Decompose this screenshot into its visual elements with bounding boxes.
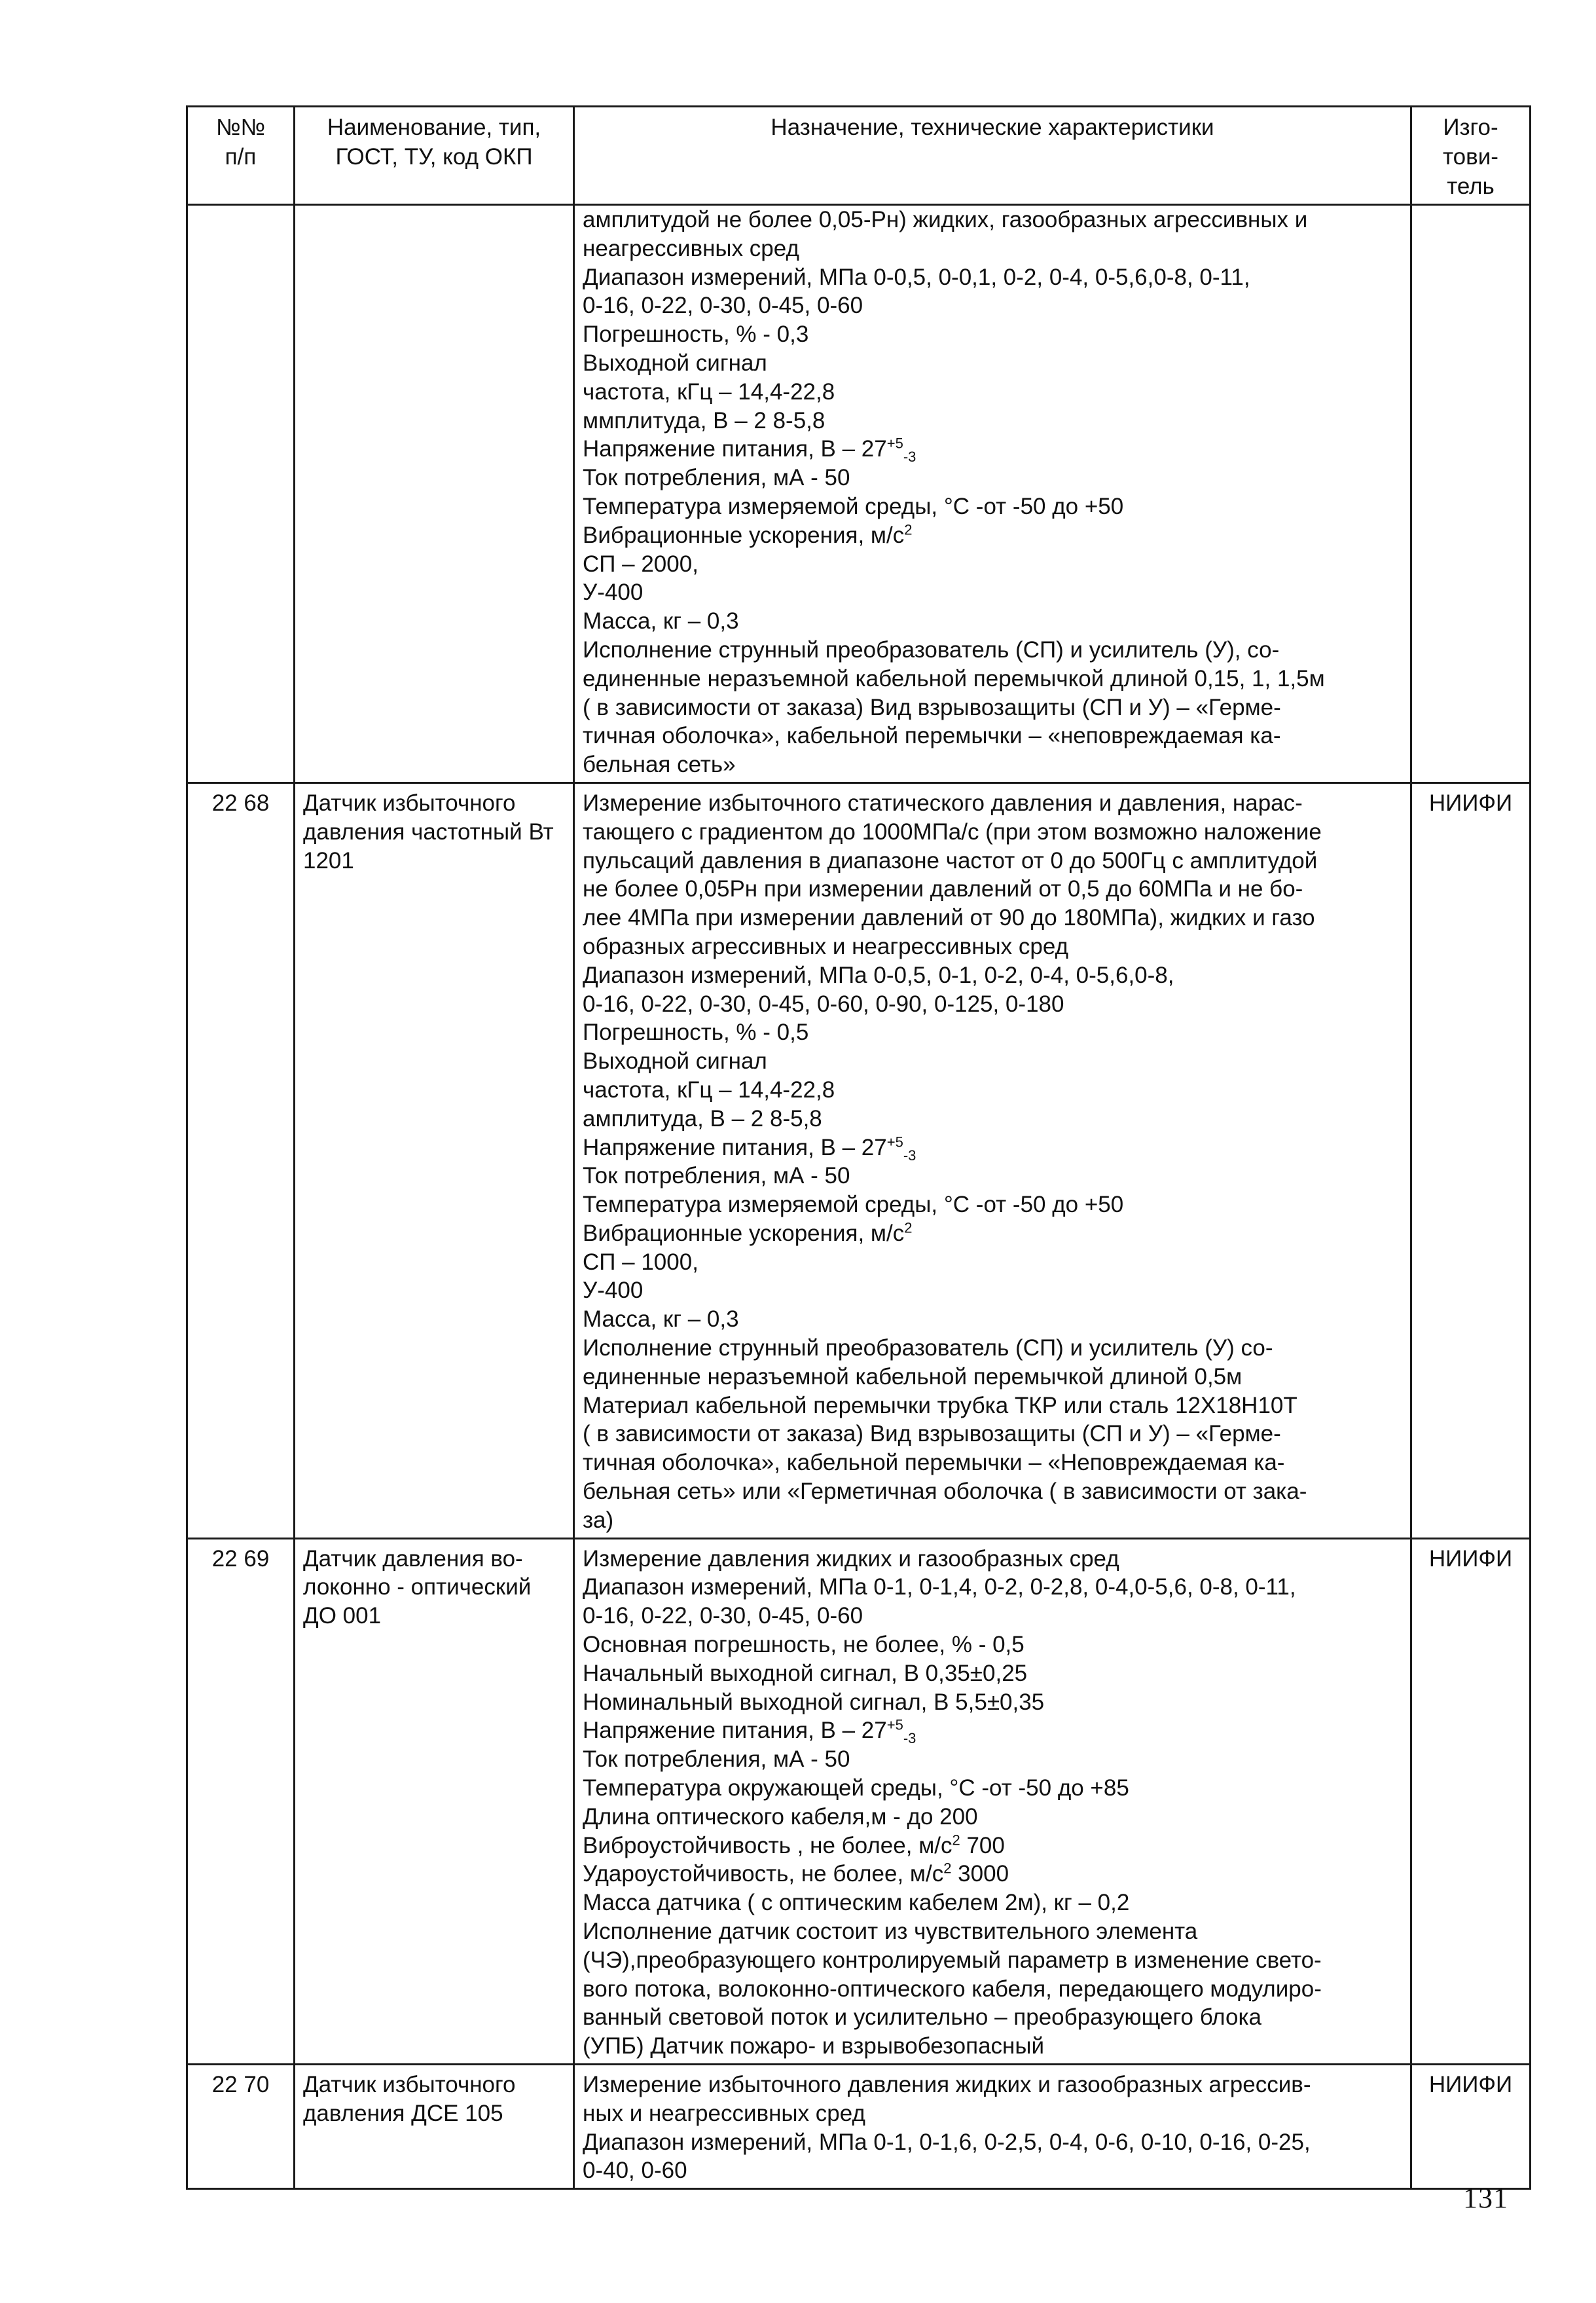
spec-line: Вибрационные ускорения, $м/с^2$ [583,1219,913,1246]
row-purpose [574,1538,1411,2064]
spec-line: тичная оболочка», кабельной перемычки – «Неповреждаемая ка- [583,1450,1285,1476]
spec-line: за) [583,1507,614,1533]
row-maker: НИИФИ [1411,2065,1531,2189]
spec-line: Выходной сигнал [583,350,767,376]
row-lines [583,2071,1402,2185]
header-number-text: №№ п/п [215,115,266,170]
table-row [187,1538,1531,2064]
spec-line: Вибрационные ускорения, $м/с^2$ [583,521,913,548]
spec-line: Длина оптического кабеля,м - до 200 [583,1803,978,1830]
table-row [187,2065,1531,2189]
spec-line: Ток потребления, мА - 50 [583,465,850,491]
header-name: Наименование, тип, ГОСТ, ТУ, код ОКП [295,107,574,205]
spec-line: не более 0,05Рн при измерении давлений от 0,5 до 60МПа и не бо- [583,876,1303,902]
spec-line: образных агрессивных и неагрессивных сред [583,933,1068,959]
sensor-spec-table [186,105,1531,2190]
row-purpose [574,783,1411,1538]
spec-line: Диапазон измерений, МПа 0-1, 0-1,6, 0-2,5, 0-4, 0-6, 0-10, 0-16, 0-25, [583,2129,1311,2155]
row-name: Датчик избыточного давления ДСЕ 105 [295,2065,574,2189]
row-number: 22 69 [187,1538,295,2064]
spec-line: Масса датчика ( с оптическим кабелем 2м), кг – 0,2 [583,1890,1130,1916]
row-number: 22 70 [187,2065,295,2189]
spec-line: Ток потребления, мА - 50 [583,1746,850,1773]
table-header-row [187,107,1531,205]
row-maker: НИИФИ [1411,783,1531,1538]
spec-line: частота, кГц – 14,4-22,8 [583,1077,835,1103]
spec-line: Исполнение датчик состоит из чувствительного элемента [583,1919,1198,1945]
spec-line: Начальный выходной сигнал, В 0,35±0,25 [583,1660,1028,1686]
row-maker: НИИФИ [1411,1538,1531,2064]
spec-line: ных и неагрессивных сред [583,2100,865,2126]
cell-maker [1411,205,1531,783]
table-row [187,783,1531,1538]
spec-line: Масса, кг – 0,3 [583,608,739,635]
spec-line: ( в зависимости от заказа) Вид взрывозащиты (СП и У) – «Герме- [583,1421,1281,1447]
cell-purpose [574,205,1411,783]
spec-line: вого потока, волоконно-оптического кабеля, передающего модулиро- [583,1976,1322,2002]
header-maker [1411,107,1531,205]
spec-line: пульсаций давления в диапазоне частот от 0 до 500Гц с амплитудой [583,847,1318,874]
spec-line: ( в зависимости от заказа) Вид взрывозащиты (СП и У) – «Герме- [583,694,1281,720]
header-maker-text: Изго- тови- тель [1443,115,1498,199]
row-purpose [574,2065,1411,2189]
spec-line: У-400 [583,580,644,606]
spec-line: Исполнение струнный преобразователь (СП) и усилитель (У), со- [583,636,1280,663]
spec-line: Измерение избыточного статического давления и давления, нарас- [583,790,1303,816]
spec-line: единенные неразъемной кабельной перемычкой длиной 0,5м [583,1363,1242,1390]
cell-name [295,205,574,783]
table-row-continuation [187,205,1531,783]
spec-line: ммплитуда, В – 2 8-5,8 [583,407,825,433]
spec-line: амплитуда, В – 2 8-5,8 [583,1105,822,1132]
spec-line: Диапазон измерений, МПа 0-0,5, 0-0,1, 0-2, 0-4, 0-5,6,0-8, 0-11, [583,264,1250,290]
spec-line: 0-16, 0-22, 0-30, 0-45, 0-60 [583,293,863,319]
spec-line: неагрессивных сред [583,235,799,261]
spec-line: Диапазон измерений, МПа 0-0,5, 0-1, 0-2, 0-4, 0-5,6,0-8, [583,962,1174,988]
spec-line: Температура измеряемой среды, °С -от -50 до +50 [583,493,1124,519]
spec-line: Погрешность, % - 0,3 [583,322,809,348]
spec-line: Материал кабельной перемычки трубка ТКР или сталь 12Х18Н10Т [583,1392,1297,1418]
spec-line: 0-16, 0-22, 0-30, 0-45, 0-60 [583,1603,863,1629]
spec-line: тающего с градиентом до 1000МПа/с (при этом возможно наложение [583,819,1322,845]
spec-line: Ток потребления, мА - 50 [583,1163,850,1189]
spec-line: Основная погрешность, не более, % - 0,5 [583,1632,1025,1658]
spec-line: Температура окружающей среды, °С -от -50 до +85 [583,1775,1129,1801]
spec-line: Напряжение питания, В – $27^{+5}_{-3}$ [583,1133,916,1164]
page-number: 131 [1463,2182,1508,2214]
spec-line: 0-40, 0-60 [583,2158,687,2184]
spec-line: частота, кГц – 14,4-22,8 [583,378,835,405]
cell-number [187,205,295,783]
spec-line: У-400 [583,1278,644,1304]
spec-line: лее 4МПа при измерении давлений от 90 до 180МПа), жидких и газо [583,905,1315,931]
spec-line: Выходной сигнал [583,1048,767,1075]
spec-line: Напряжение питания, В – $27^{+5}_{-3}$ [583,435,916,466]
row-lines [583,1545,1402,2061]
spec-line: Виброустойчивость , не более, $м/с^2$ 700 [583,1831,1005,1858]
spec-line: СП – 2000, [583,551,698,577]
spec-line: (ЧЭ),преобразующего контролируемый параметр в изменение свето- [583,1947,1322,1973]
spec-line: Исполнение струнный преобразователь (СП) и усилитель (У) со- [583,1335,1273,1361]
spec-line: тичная оболочка», кабельной перемычки – «неповреждаемая ка- [583,723,1281,749]
row-name: Датчик избыточного давления частотный Вт 1201 [295,783,574,1538]
header-purpose: Назначение, технические характеристики [574,107,1411,205]
spec-line: ванный световой поток и усилительно – преобразующего блока [583,2004,1261,2031]
spec-line: (УПБ) Датчик пожаро- и взрывобезопасный [583,2033,1045,2059]
continuation-lines [583,206,1402,779]
spec-line: единенные неразъемной кабельной перемычкой длиной 0,15, 1, 1,5м [583,665,1325,691]
spec-line: бельная сеть» [583,752,736,778]
spec-line: бельная сеть» или «Герметичная оболочка ( в зависимости от зака- [583,1479,1307,1505]
spec-line: Температура измеряемой среды, °С -от -50 до +50 [583,1192,1124,1218]
spec-line: Измерение избыточного давления жидких и газообразных агрессив- [583,2072,1311,2097]
row-number: 22 68 [187,783,295,1538]
spec-line: 0-16, 0-22, 0-30, 0-45, 0-60, 0-90, 0-125, 0-180 [583,991,1064,1017]
spec-line: Погрешность, % - 0,5 [583,1020,809,1046]
spec-line: амплитудой не более 0,05-Рн) жидких, газообразных агрессивных и [583,207,1308,232]
row-lines [583,789,1402,1535]
header-number [187,107,295,205]
spec-line: Диапазон измерений, МПа 0-1, 0-1,4, 0-2, 0-2,8, 0-4,0-5,6, 0-8, 0-11, [583,1574,1296,1600]
spec-line: Напряжение питания, В – $27^{+5}_{-3}$ [583,1716,916,1747]
spec-line: СП – 1000, [583,1249,698,1275]
spec-line: Масса, кг – 0,3 [583,1306,739,1333]
spec-line: Удароустойчивость, не более, $м/с^2$ 3000 [583,1860,1009,1887]
row-name: Датчик давления во-локонно - оптический ДО 001 [295,1538,574,2064]
spec-line: Измерение давления жидких и газообразных сред [583,1545,1119,1572]
spec-line: Номинальный выходной сигнал, В 5,5±0,35 [583,1689,1045,1715]
